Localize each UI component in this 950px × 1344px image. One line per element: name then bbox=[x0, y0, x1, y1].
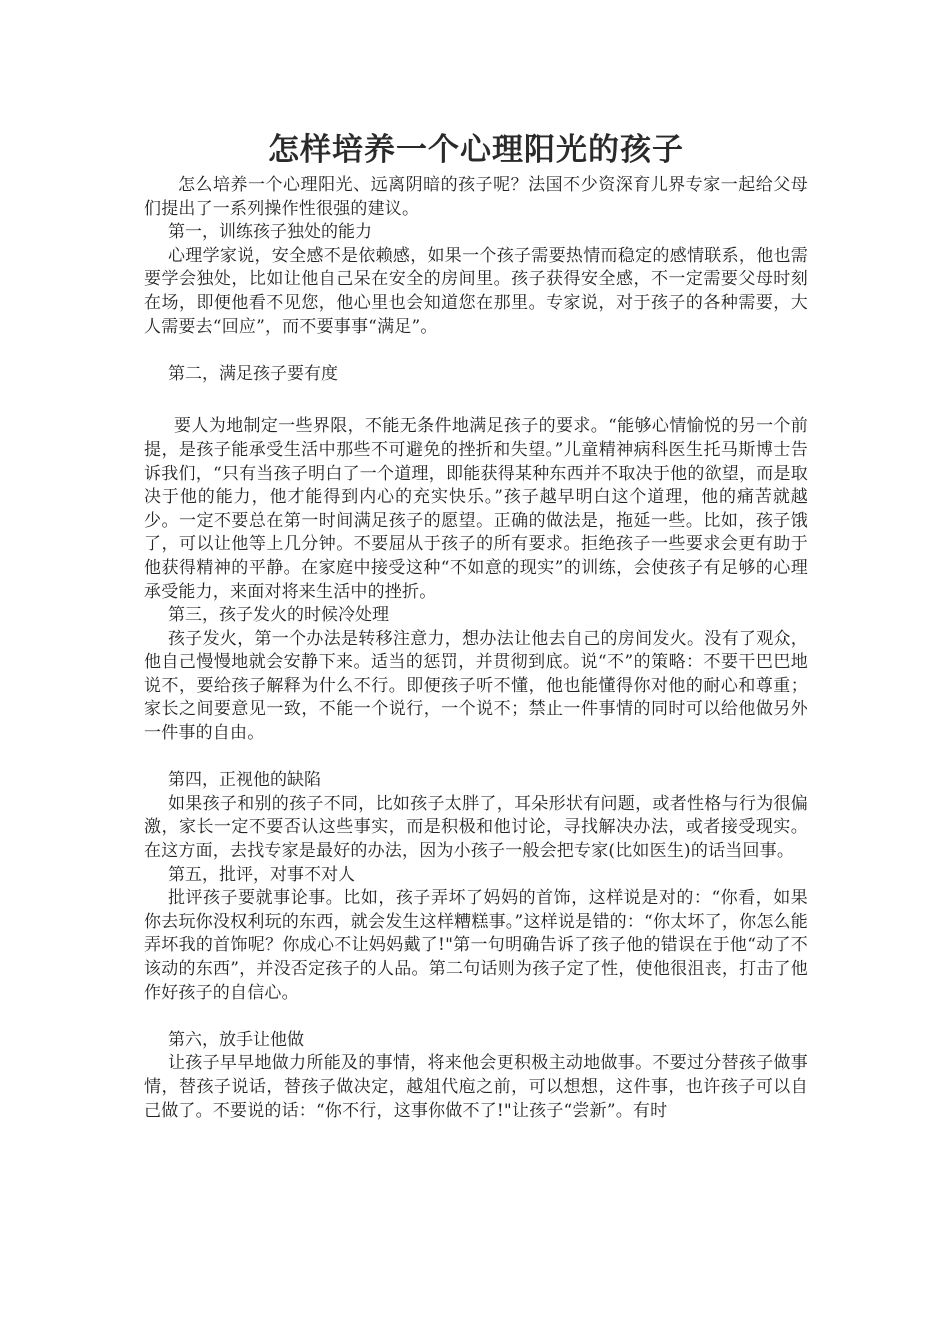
section-body-4: 如果孩子和别的孩子不同，比如孩子太胖了，耳朵形状有问题，或者性格与行为很偏激，家长一定不要否认这些事实，而是积极和他讨论，寻找解决办法，或者接受现实。在这方面，去找专家是最好的办法，因为小孩子一般会把专家(比如医生)的话当回事。 bbox=[144, 793, 808, 862]
section-body-1: 心理学家说，安全感不是依赖感，如果一个孩子需要热情而稳定的感情联系，他也需要学会独处，比如让他自己呆在安全的房间里。孩子获得安全感，不一定需要父母时刻在场，即便他看不见您，他心里也会知道您在那里。专家说，对于孩子的各种需要，大人需要去“回应”，而不要事事“满足”。 bbox=[144, 245, 808, 337]
section-body-2: 要人为地制定一些界限，不能无条件地满足孩子的要求。“能够心情愉悦的另一个前提，是孩子能承受生活中那些不可避免的挫折和失望。”儿童精神病科医生托马斯博士告诉我们，“只有当孩子明白了一个道理，即能获得某种东西并不取决于他的欲望，而是取决于他的能力，他才能得到内心的充实快乐。”孩子越早明白这个道理，他的痛苦就越少。一定不要总在第一时间满足孩子的愿望。正确的做法是，拖延一些。比如，孩子饿了，可以让他等上几分钟。不要屈从于孩子的所有要求。拒绝孩子一些要求会更有助于他获得精神的平静。在家庭中接受这种“不如意的现实”的训练，会使孩子有足够的心理承受能力，来面对将来生活中的挫折。 bbox=[144, 416, 808, 602]
section-heading-4: 第四，正视他的缺陷 bbox=[168, 770, 321, 791]
section-heading-2: 第二，满足孩子要有度 bbox=[168, 363, 338, 384]
blank-line bbox=[144, 339, 808, 363]
blank-line bbox=[144, 746, 808, 770]
blank-line bbox=[144, 1005, 808, 1029]
section-body-5: 批评孩子要就事论事。比如，孩子弄坏了妈妈的首饰，这样说是对的：“你看，如果你去玩你没权利玩的东西，就会发生这样糟糕事。”这样说是错的：“你太坏了，你怎么能弄坏我的首饰呢？你成心不让妈妈戴了!"第一句明确告诉了孩子他的错误在于他“动了不该动的东西”，并没否定孩子的人品。第二句话则为孩子定了性，使他很沮丧，打击了他作好孩子的自信心。 bbox=[144, 888, 808, 1003]
section-heading-3: 第三，孩子发火的时候冷处理 bbox=[168, 605, 389, 626]
section-body-3: 孩子发火，第一个办法是转移注意力，想办法让他去自己的房间发火。没有了观众，他自己慢慢地就会安静下来。适当的惩罚，并贯彻到底。说“不”的策略：不要干巴巴地说不，要给孩子解释为什么不行。即便孩子听不懂，他也能懂得你对他的耐心和尊重；家长之间要意见一致，不能一个说行，一个说不；禁止一件事情的同时可以给他做另外一件事的自由。 bbox=[144, 628, 808, 744]
section-body-6: 让孩子早早地做力所能及的事情，将来他会更积极主动地做事。不要过分替孩子做事情，替孩子说话，替孩子做决定，越俎代庖之前，可以想想，这件事，也许孩子可以自己做了。不要说的话：“你不行，这事你做不了!"让孩子“尝新”。有时 bbox=[144, 1053, 808, 1121]
document-page bbox=[144, 128, 808, 1123]
section-heading-6: 第六，放手让他做 bbox=[168, 1029, 304, 1050]
section-heading-1: 第一，训练孩子独处的能力 bbox=[168, 222, 372, 243]
section-heading-5: 第五，批评，对事不对人 bbox=[168, 864, 355, 885]
document-title: 怎样培养一个心理阳光的孩子 bbox=[268, 132, 684, 168]
blank-line bbox=[144, 386, 808, 415]
intro-paragraph: 怎么培养一个心理阳光、远离阴暗的孩子呢？法国不少资深育儿界专家一起给父母们提出了一系列操作性很强的建议。 bbox=[144, 175, 808, 219]
